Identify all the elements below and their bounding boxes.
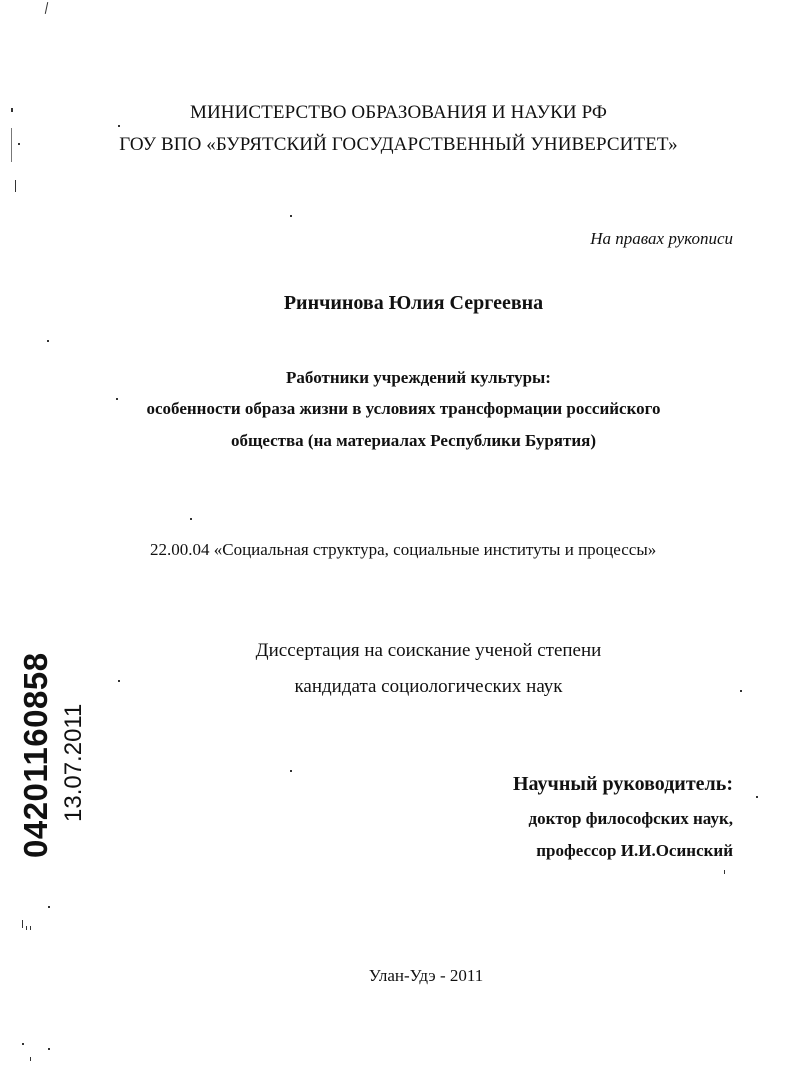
scan-mark: [22, 1043, 24, 1045]
scan-mark: [290, 770, 292, 772]
scan-mark: [48, 906, 50, 908]
scan-mark: [47, 340, 49, 342]
ministry-header: МИНИСТЕРСТВО ОБРАЗОВАНИЯ И НАУКИ РФ: [189, 102, 608, 123]
author-name: Ринчинова Юлия Сергеевна: [283, 292, 544, 314]
supervisor-name: профессор И.И.Осинский: [536, 841, 733, 860]
degree-line-1: Диссертация на соискание ученой степени: [255, 640, 602, 661]
scan-mark: [11, 108, 13, 112]
scan-mark: [118, 125, 120, 127]
dissertation-title-line-1: Работники учреждений культуры:: [286, 368, 551, 387]
scan-mark: [740, 690, 742, 692]
specialty-code: 22.00.04 «Социальная структура, социальные институты и процессы»: [150, 540, 657, 559]
scan-mark: [45, 2, 48, 14]
supervisor-degree: доктор философских наук,: [528, 809, 733, 828]
scan-mark: [15, 180, 16, 192]
scan-mark: [116, 398, 118, 400]
manuscript-rights-label: На правах рукописи: [590, 229, 733, 248]
scan-mark: [11, 128, 12, 162]
degree-line-2: кандидата социологических наук: [294, 676, 563, 697]
scan-mark: [48, 1048, 50, 1050]
scan-mark: [26, 926, 27, 930]
scan-mark: [22, 920, 23, 928]
library-stamp-number: 04201160858: [17, 652, 54, 858]
dissertation-title-line-3: общества (на материалах Республики Бурятия): [231, 431, 596, 450]
scan-mark: [724, 870, 725, 874]
supervisor-heading: Научный руководитель:: [513, 773, 733, 795]
scan-mark: [30, 1057, 31, 1061]
dissertation-title-line-2: особенности образа жизни в условиях трансформации российского: [146, 399, 661, 418]
scan-mark: [30, 926, 31, 930]
scan-mark: [290, 215, 292, 217]
scan-mark: [118, 680, 120, 682]
place-year: Улан-Удэ - 2011: [368, 966, 484, 985]
scan-mark: [18, 143, 20, 145]
scan-mark: [756, 796, 758, 798]
university-header: ГОУ ВПО «БУРЯТСКИЙ ГОСУДАРСТВЕННЫЙ УНИВЕРСИТЕТ»: [119, 134, 678, 155]
scan-mark: [190, 518, 192, 520]
library-stamp-date: 13.07.2011: [60, 703, 87, 822]
